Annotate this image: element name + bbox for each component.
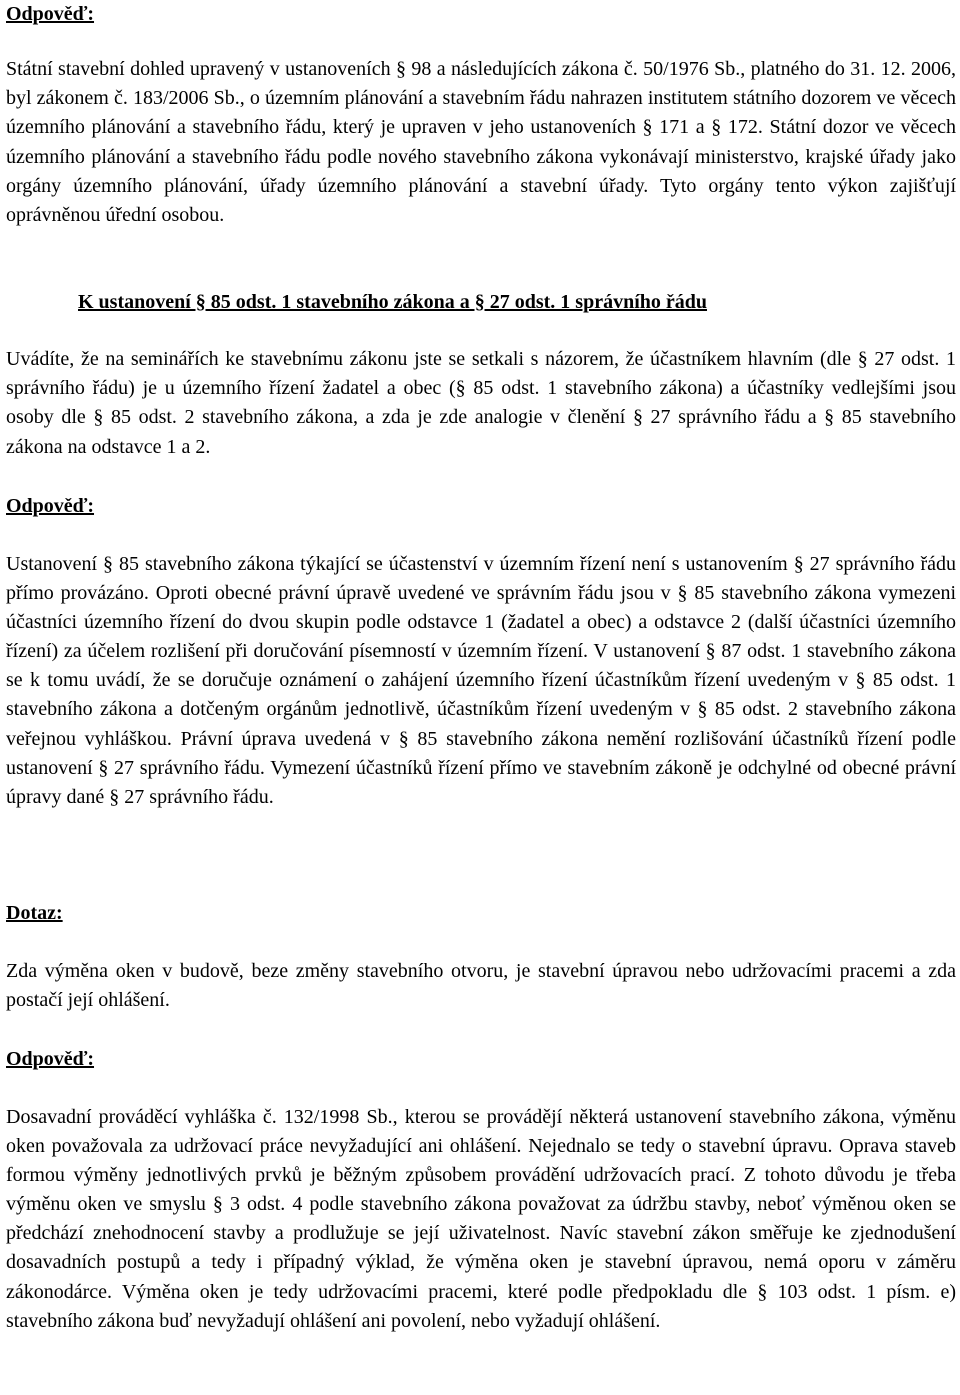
section-heading: Odpověď: bbox=[6, 1048, 95, 1070]
section-query bbox=[6, 899, 956, 928]
section-heading: Dotaz: bbox=[6, 902, 63, 924]
section-heading: Odpověď: bbox=[6, 495, 95, 517]
section-query-body bbox=[6, 957, 956, 1015]
section-paragraph: Uvádíte, že na seminářích ke stavebnímu zákonu jste se setkali s názorem, že účastníkem hlavním (dle § 27 odst. 1 správního řádu) je u územního řízení žadatel a obec (§ 85 odst. 1 stavebního zákona) a účastníky vedlejšími jsou osoby dle § 85 odst. 2 stavebního zákona, a zda je zde analogie v členění § 27 správního řádu a § 85 stavebního zákona na odstavce 1 a 2. bbox=[6, 348, 956, 458]
section-answer-1 bbox=[6, 0, 956, 29]
section-heading: K ustanovení § 85 odst. 1 stavebního zákona a § 27 odst. 1 správního řádu bbox=[78, 291, 708, 313]
section-paragraph: Zda výměna oken v budově, beze změny stavebního otvoru, je stavební úpravou nebo udržovacími pracemi a zda postačí její ohlášení. bbox=[6, 960, 956, 1012]
section-provision-85 bbox=[6, 288, 956, 317]
section-answer-3 bbox=[6, 1045, 956, 1074]
section-heading: Odpověď: bbox=[6, 3, 95, 25]
section-provision-85-body bbox=[6, 345, 956, 462]
section-paragraph: Ustanovení § 85 stavebního zákona týkající se účastenství v územním řízení není s ustanovením § 27 správního řádu přímo provázáno. Oproti obecné právní úpravě uvedené ve správním řádu jsou v § 85 stavebního zákona vymezeni účastníci územního řízení do dvou skupin podle odstavce 1 (žadatel a obec) a odstavce 2 (další účastníci územního řízení) za účelem rozlišení při doručování písemností v územním řízení. V ustanovení § 87 odst. 1 stavebního zákona se k tomu uvádí, že se doručuje oznámení o zahájení územního řízení účastníkům řízení uvedeným v § 85 odst. 1 stavebního zákona a dotčeným orgánům jednotlivě, účastníkům řízení uvedeným v § 85 odst. 2 stavebního zákona veřejnou vyhláškou. Právní úprava uvedená v § 85 stavebního zákona nemění rozlišování účastníků řízení podle ustanovení § 27 správního řádu. Vymezení účastníků řízení přímo ve stavebním zákoně je odchylné od obecné právní úpravy dané § 27 správního řádu. bbox=[6, 553, 956, 808]
section-paragraph: Dosavadní prováděcí vyhláška č. 132/1998 Sb., kterou se provádějí některá ustanovení stavebního zákona, výměnu oken považovala za udržovací práce nevyžadující ani ohlášení. Nejednalo se tedy o stavební úpravu. Oprava staveb formou výměny jednotlivých prvků je běžným způsobem provádění udržovacích prací. Z tohoto důvodu je třeba výměnu oken ve smyslu § 3 odst. 4 podle stavebního zákona považovat za údržbu stavby, neboť výměnou oken se předchází znehodnocení stavby a prodlužuje se její uživatelnost. Navíc stavební zákon směřuje ke zjednodušení dosavadních postupů a tedy i případný výklad, že výměna oken je stavební úpravou, nemá oporu v záměru zákonodárce. Výměna oken je tedy udržovacími pracemi, které podle předpokladu dle § 103 odst. 1 písm. e) stavebního zákona buď nevyžadují ohlášení ani povolení, nebo vyžadují ohlášení. bbox=[6, 1106, 956, 1332]
section-answer-2-body bbox=[6, 550, 956, 812]
section-answer-3-body bbox=[6, 1103, 956, 1336]
section-answer-2 bbox=[6, 492, 956, 521]
section-answer-1-body bbox=[6, 55, 956, 230]
section-paragraph: Státní stavební dohled upravený v ustanoveních § 98 a následujících zákona č. 50/1976 Sb., platného do 31. 12. 2006, byl zákonem č. 183/2006 Sb., o územním plánování a stavebním řádu nahrazen institutem státního dozorem ve věcech územního plánování a stavebního řádu, který je upraven v jeho ustanoveních § 171 a § 172. Státní dozor ve věcech územního plánování a stavebního řádu podle nového stavebního zákona vykonávají ministerstvo, krajské úřady jako orgány územního plánování, úřady územního plánování a stavební úřady. Tyto orgány tento výkon zajišťují oprávněnou úřední osobou. bbox=[6, 58, 956, 227]
